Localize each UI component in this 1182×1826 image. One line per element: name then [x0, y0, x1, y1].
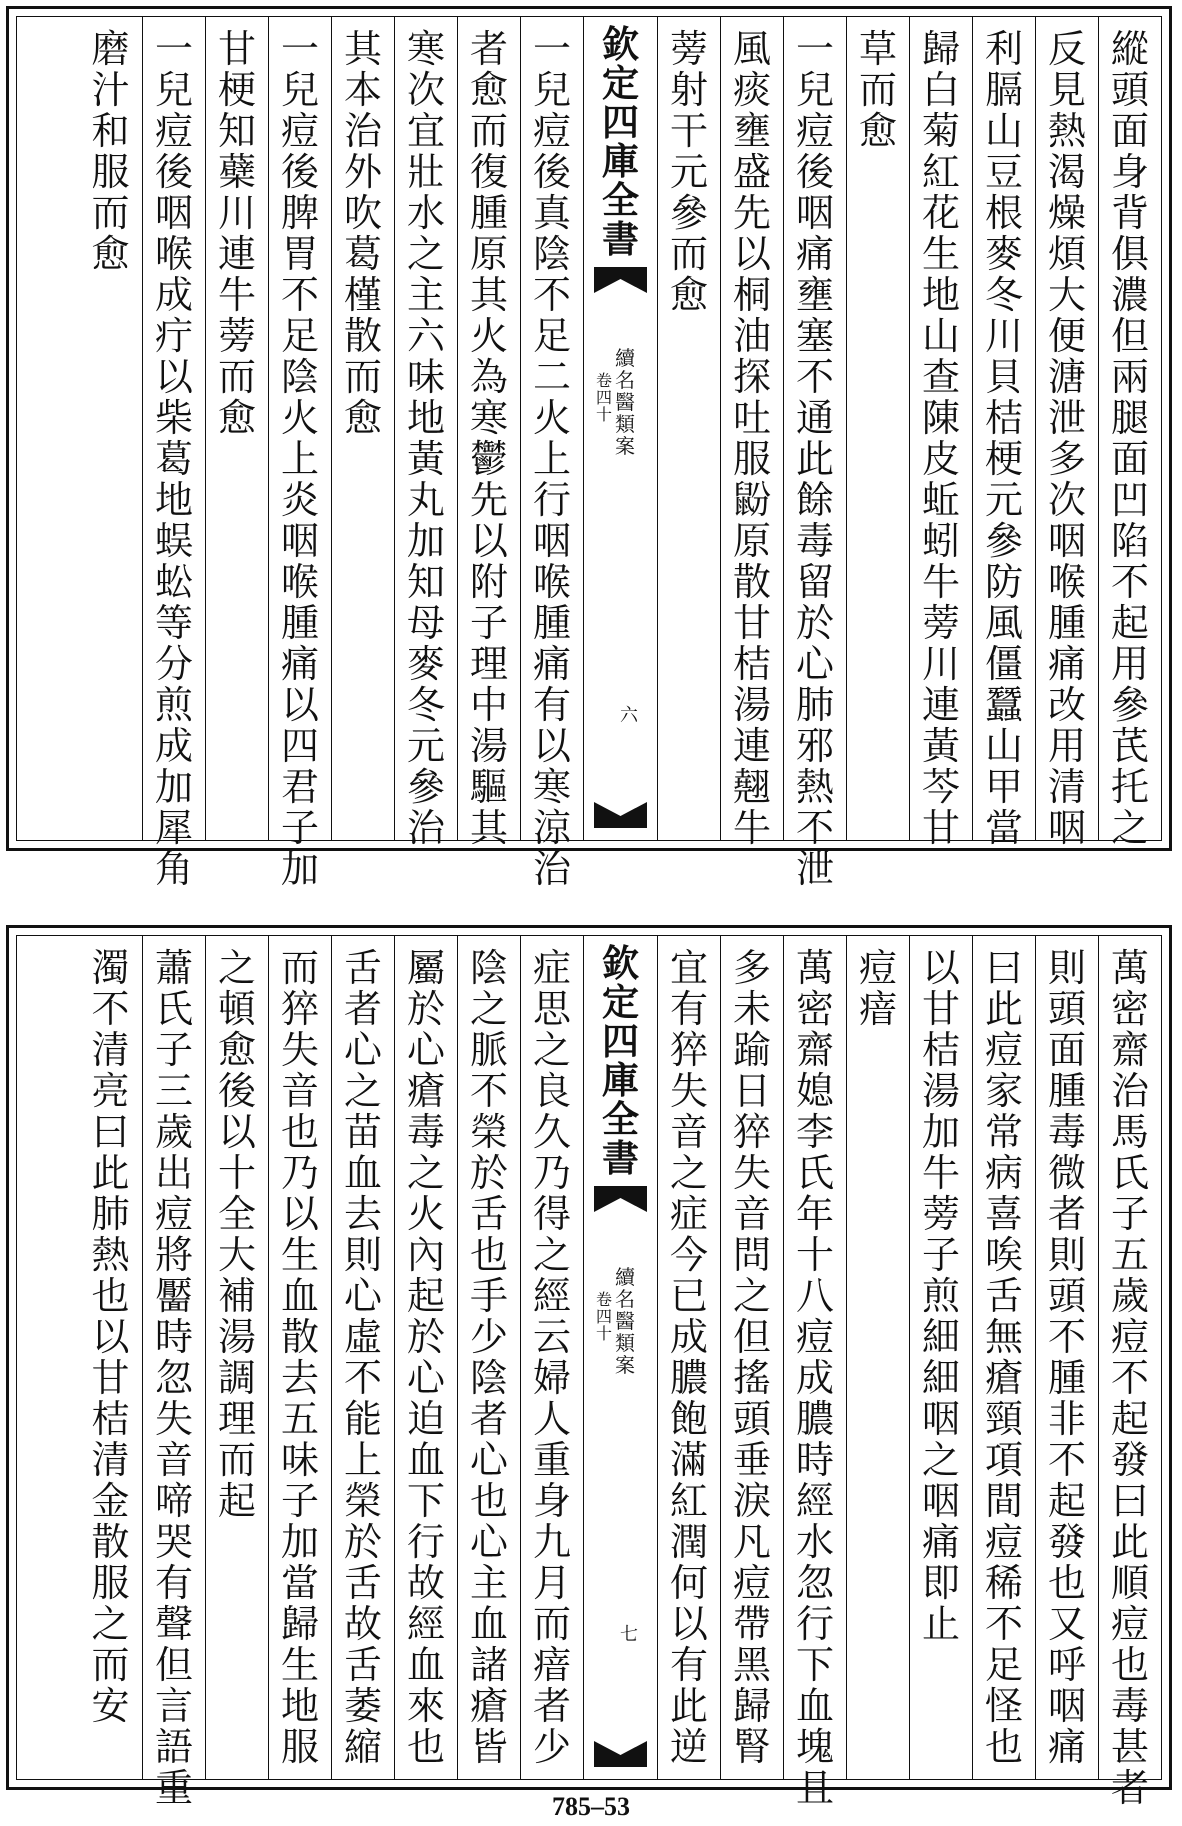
text-column — [783, 936, 846, 1810]
fishtail-mark-lower — [594, 802, 647, 828]
text-column — [1098, 936, 1161, 1810]
text-column — [846, 17, 909, 840]
text-column — [909, 936, 972, 1779]
column-text: 多未踰日猝失音問之但搖頭垂淚凡痘帶黑歸腎 — [732, 946, 771, 1769]
column-text: 萬密齋治馬氏子五歲痘不起發曰此順痘也毒甚者 — [1110, 946, 1149, 1810]
column-text: 而猝失音也乃以生血散去五味子加當歸生地服 — [280, 946, 319, 1769]
text-column — [1035, 936, 1098, 1779]
column-text: 濁不清亮曰此肺熱也以甘桔清金散服之而安 — [91, 946, 130, 1728]
text-column — [394, 17, 457, 850]
text-column — [331, 17, 394, 840]
fishtail-mark — [594, 267, 647, 293]
text-column — [457, 936, 520, 1779]
text-column — [1035, 17, 1098, 850]
column-text: 一兒痘後真陰不足二火上行咽喉腫痛有以寒涼治 — [532, 27, 571, 891]
column-text: 屬於心瘡毒之火內起於心迫血下行故經血來也 — [406, 946, 445, 1769]
text-column — [394, 936, 457, 1779]
text-column — [520, 17, 583, 891]
running-title: 續名醫類案 — [615, 346, 635, 458]
book-title: 欽定四庫全書 — [602, 22, 639, 261]
text-column — [720, 17, 783, 850]
text-column — [205, 17, 268, 840]
text-column — [909, 17, 972, 850]
column-text: 反見熱渴燥煩大便溏泄多次咽喉腫痛改用清咽 — [1047, 27, 1086, 850]
center-fold-column — [583, 17, 657, 840]
column-text: 曰此痘家常病喜唉舌無瘡頸項間痘稀不足怪也 — [984, 946, 1023, 1769]
text-column — [846, 936, 909, 1779]
text-column — [142, 936, 205, 1810]
page-number: 785–53 — [552, 1792, 630, 1821]
text-column — [79, 17, 142, 840]
column-text: 一兒痘後咽痛壅塞不通此餘毒留於心肺邪熱不泄 — [795, 27, 834, 891]
text-columns — [17, 17, 1161, 891]
book-title: 欽定四庫全書 — [602, 941, 639, 1180]
column-text: 症思之良久乃得之經云婦人重身九月而瘖者少 — [532, 946, 571, 1769]
column-text: 草而愈 — [858, 27, 897, 153]
text-column — [331, 936, 394, 1779]
section-heading: 痘瘖 — [858, 946, 897, 1031]
center-fold-column — [583, 936, 657, 1779]
column-text: 以甘桔湯加牛蒡子煎細細咽之咽痛即止 — [921, 946, 960, 1646]
column-text: 風痰壅盛先以桐油探吐服鼢原散甘桔湯連翹牛 — [732, 27, 771, 850]
volume-label: 卷四十 — [595, 1290, 612, 1343]
column-text: 萬密齋媳李氏年十八痘成膿時經水忽行下血塊且 — [795, 946, 834, 1810]
text-column — [972, 17, 1035, 850]
column-text: 舌者心之苗血去則心虛不能上榮於舌故舌萎縮 — [343, 946, 382, 1769]
column-text: 宜有猝失音之症今已成膿飽滿紅潤何以有此逆 — [669, 946, 708, 1769]
column-text: 蕭氏子三歲出痘將靨時忽失音啼哭有聲但言語重 — [154, 946, 193, 1810]
column-text: 陰之脈不榮於舌也手少陰者心也心主血諸瘡皆 — [469, 946, 508, 1769]
fishtail-mark-lower — [594, 1741, 647, 1767]
text-column — [268, 936, 331, 1779]
column-text: 甘梗知蘗川連牛蒡而愈 — [217, 27, 256, 440]
column-text: 其本治外吹葛槿散而愈 — [343, 27, 382, 440]
text-column — [720, 936, 783, 1779]
folio-number: 六 — [620, 705, 638, 726]
text-column — [268, 17, 331, 891]
column-text: 蒡射干元參而愈 — [669, 27, 708, 317]
text-column — [520, 936, 583, 1779]
text-column — [79, 936, 142, 1779]
column-text: 一兒痘後脾胃不足陰火上炎咽喉腫痛以四君子加 — [280, 27, 319, 891]
text-column — [457, 17, 520, 850]
text-column — [1098, 17, 1161, 850]
fishtail-mark — [594, 1186, 647, 1212]
column-text: 者愈而復腫原其火為寒鬱先以附子理中湯驅其 — [469, 27, 508, 850]
text-column — [783, 17, 846, 891]
column-text: 之頓愈後以十全大補湯調理而起 — [217, 946, 256, 1523]
volume-label: 卷四十 — [595, 371, 612, 424]
text-column — [657, 17, 720, 840]
running-title: 續名醫類案 — [615, 1265, 635, 1377]
text-column — [142, 17, 205, 891]
column-text: 則頭面腫毒微者則頭不腫非不起發也又呼咽痛 — [1047, 946, 1086, 1769]
text-column — [972, 936, 1035, 1779]
column-text: 利膈山豆根麥冬川貝桔梗元參防風僵蠶山甲當 — [984, 27, 1023, 850]
folio-number: 七 — [620, 1624, 638, 1645]
column-text: 一兒痘後咽喉成疔以柴葛地蜈蚣等分煎成加犀角 — [154, 27, 193, 891]
page-frame — [16, 16, 1162, 891]
column-text: 歸白菊紅花生地山查陳皮蚯蚓牛蒡川連黃芩甘 — [921, 27, 960, 850]
text-column — [205, 936, 268, 1779]
text-column — [657, 936, 720, 1779]
column-text: 縱頭面身背俱濃但兩腿面凹陷不起用參芪托之 — [1110, 27, 1149, 850]
book-page-top — [6, 6, 1172, 891]
column-text: 磨汁和服而愈 — [91, 27, 130, 276]
column-text: 寒次宜壯水之主六味地黃丸加知母麥冬元參治 — [406, 27, 445, 850]
